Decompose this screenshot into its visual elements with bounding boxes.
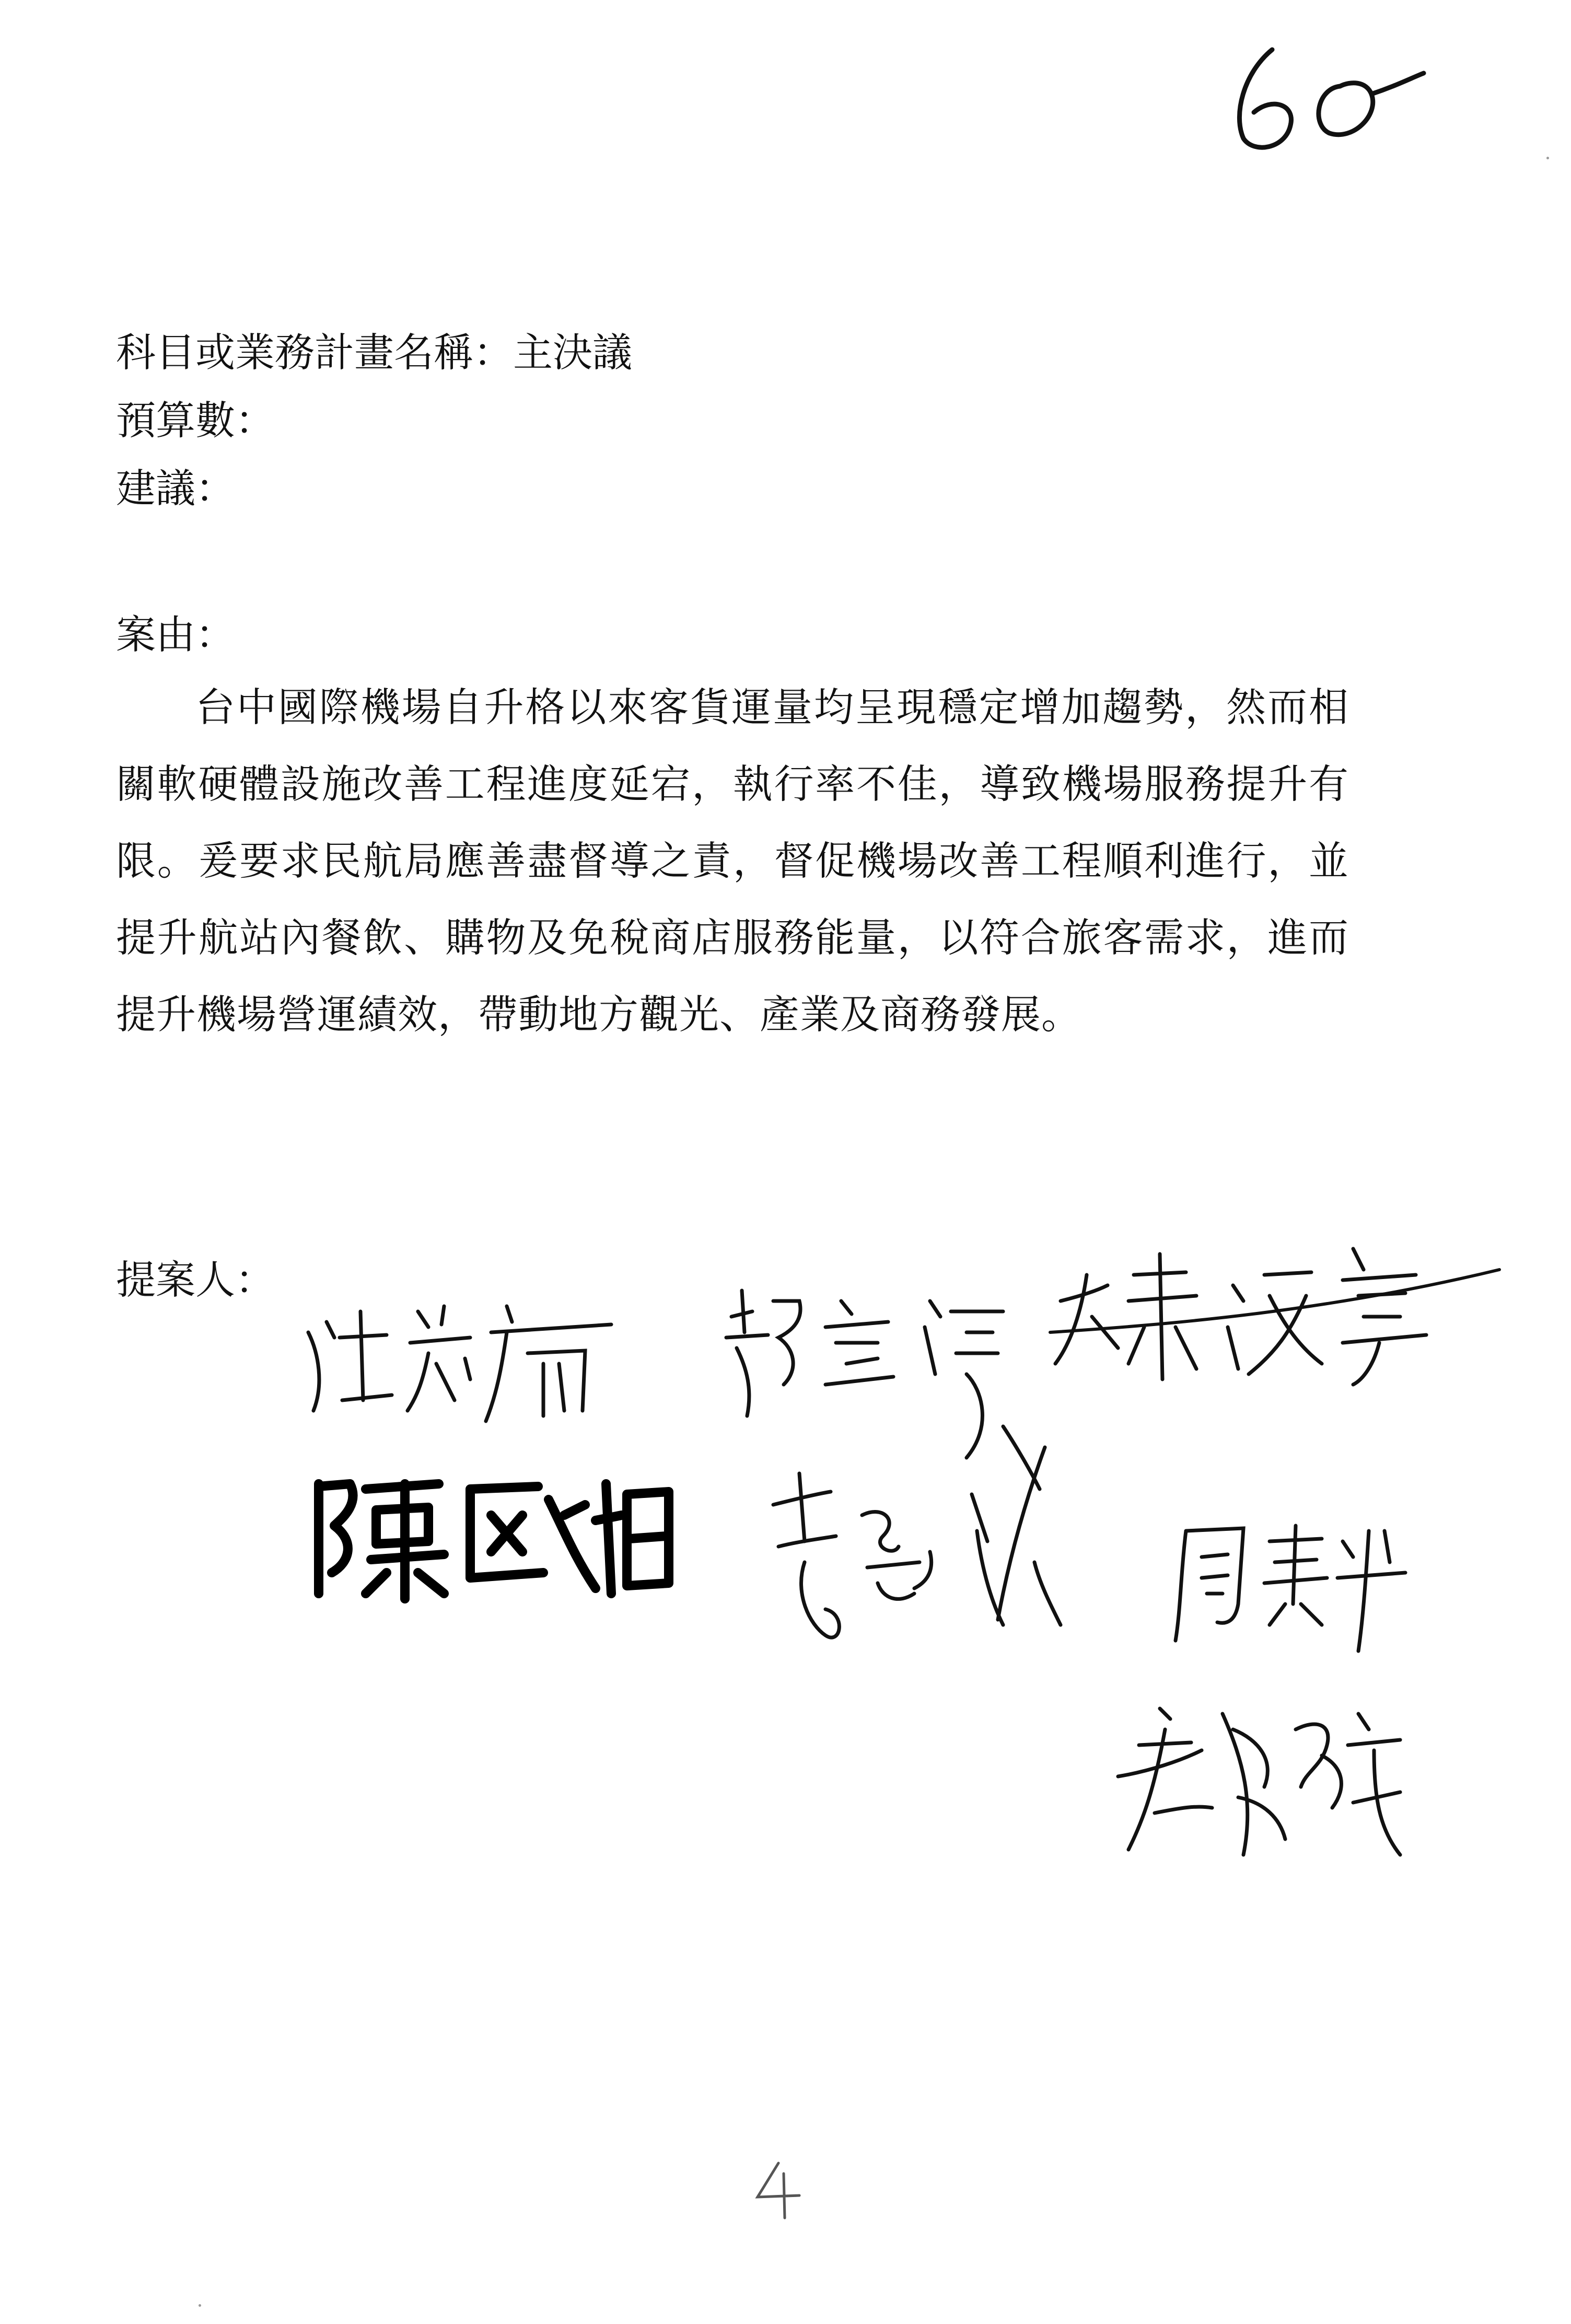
signature-3	[1040, 1212, 1510, 1395]
signature-4	[763, 1426, 1087, 1677]
suggestion-line	[116, 455, 1370, 522]
subject-line	[116, 319, 1370, 387]
document-body	[116, 319, 1370, 1053]
handwritten-footer-page-number	[742, 2158, 820, 2221]
handwritten-page-number	[1223, 37, 1442, 157]
scan-speck	[1546, 157, 1549, 159]
budget-label: 預算數：	[116, 397, 275, 444]
scan-speck	[199, 2304, 201, 2307]
proposer-label: 提案人：	[116, 1257, 275, 1303]
signature-5	[1165, 1500, 1416, 1656]
subject-value: 主決議	[513, 329, 632, 376]
case-label: 案由：	[116, 611, 235, 658]
subject-label: 科目或業務計畫名稱：	[116, 329, 513, 376]
suggestion-label: 建議：	[116, 465, 235, 512]
budget-line	[116, 387, 1370, 455]
signature-chen-ou-po	[303, 1468, 679, 1604]
signature-6	[1108, 1682, 1421, 1870]
signature-1	[298, 1275, 632, 1432]
case-text: 台中國際機場自升格以來客貨運量均呈現穩定增加趨勢，然而相關軟硬體設施改善工程進度延宕，執行率不佳，導致機場服務提升有限。爰要求民航局應善盡督導之責，督促機場改善工程順利進行，並提升航站內餐飲、購物及免稅商店服務能量，以符合旅客需求，進而提升機場營運績效，帶動地方觀光、產業及商務發展。	[116, 684, 1349, 1038]
